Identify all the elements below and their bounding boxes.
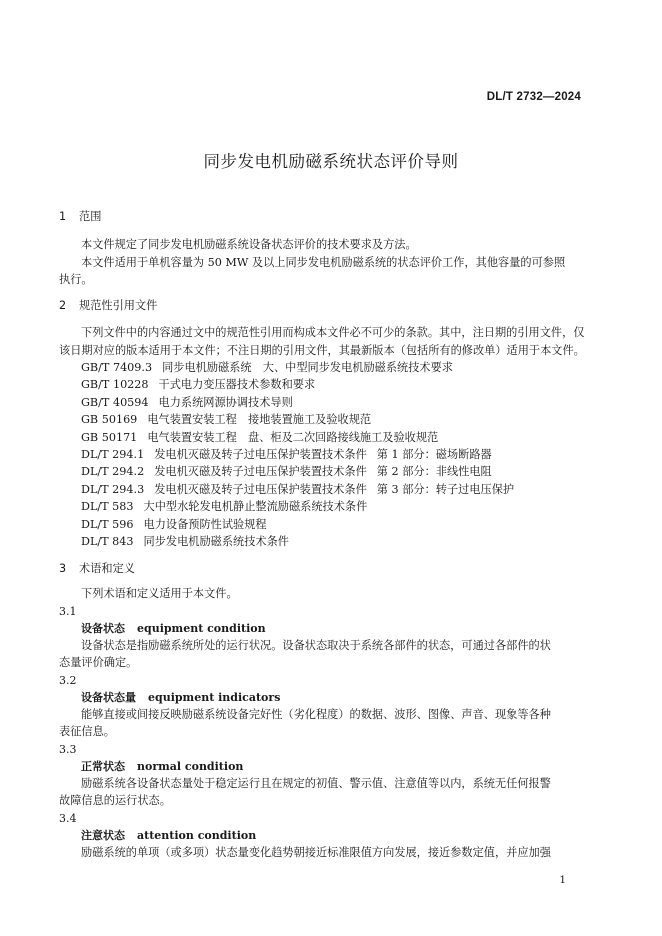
reference-title: 大中型水轮发电机静止整流励磁系统技术条件 [143, 500, 368, 513]
reference-code: DL/T 596 [81, 518, 134, 531]
reference-title: 同步发电机励磁系统技术条件 [143, 535, 289, 548]
term-en: equipment indicators [148, 691, 281, 704]
term-number: 3.4 [59, 812, 77, 825]
section-title: 术语和定义 [79, 562, 135, 575]
reference-item [81, 395, 293, 410]
paragraph-continuation: 该日期对应的版本适用于本文件；不注日期的引用文件，其最新版本（包括所有的修改单）适用于本文件。 [59, 344, 585, 357]
term-number: 3.2 [59, 674, 77, 687]
reference-item [81, 447, 492, 462]
term-en: attention condition [137, 829, 257, 842]
reference-item [81, 412, 371, 427]
reference-item [81, 430, 438, 445]
reference-title: 电力系统网源协调技术导则 [158, 396, 293, 409]
section-number: 2 [59, 299, 67, 312]
reference-item [81, 517, 267, 532]
section-title: 规范性引用文件 [79, 299, 158, 312]
term-definition: 能够直接或间接反映励磁系统设备完好性（劣化程度）的数据、波形、图像、声音、现象等各种 [81, 708, 551, 721]
term-en: normal condition [137, 760, 244, 773]
reference-item [81, 534, 289, 549]
paragraph: 下列术语和定义适用于本文件。 [81, 587, 238, 600]
reference-item [81, 377, 315, 392]
reference-code: GB/T 10228 [81, 378, 149, 391]
paragraph-continuation: 执行。 [59, 273, 93, 286]
paragraph: 本文件适用于单机容量为 50 MW 及以上同步发电机励磁系统的状态评价工作，其他容量的可参照 [81, 256, 566, 269]
term-heading [81, 759, 243, 774]
page-number: 1 [559, 874, 566, 886]
term-heading [81, 828, 256, 843]
term-zh: 设备状态量 [81, 691, 136, 704]
term-zh: 注意状态 [81, 829, 125, 842]
term-definition-continuation: 故障信息的运行状态。 [59, 794, 171, 807]
section-number: 1 [59, 210, 67, 223]
reference-part: 第 2 部分：非线性电阻 [376, 465, 492, 478]
term-number: 3.3 [59, 743, 77, 756]
term-definition-continuation: 表征信息。 [59, 725, 115, 738]
reference-title: 电气装置安装工程 接地装置施工及验收规范 [147, 413, 372, 426]
reference-code: DL/T 294.2 [81, 465, 145, 478]
paragraph: 下列文件中的内容通过文中的规范性引用而构成本文件必不可少的条款。其中，注日期的引用文件，仅 [81, 326, 585, 339]
reference-title: 发电机灭磁及转子过电压保护装置技术条件 [154, 465, 367, 478]
reference-title: 发电机灭磁及转子过电压保护装置技术条件 [154, 448, 367, 461]
reference-code: GB 50169 [81, 413, 138, 426]
term-en: equipment condition [137, 622, 266, 635]
term-definition: 设备状态是指励磁系统所处的运行状况。设备状态取决于系统各部件的状态，可通过各部件的状 [81, 639, 551, 652]
section-1-heading [59, 209, 101, 224]
term-heading [81, 690, 280, 705]
reference-title: 电气装置安装工程 盘、柜及二次回路接线施工及验收规范 [147, 431, 439, 444]
term-number: 3.1 [59, 605, 77, 618]
reference-item [81, 482, 514, 497]
section-number: 3 [59, 562, 67, 575]
reference-title: 干式电力变压器技术参数和要求 [158, 378, 316, 391]
term-zh: 设备状态 [81, 622, 125, 635]
reference-title: 发电机灭磁及转子过电压保护装置技术条件 [154, 483, 367, 496]
reference-code: DL/T 294.1 [81, 448, 145, 461]
term-definition: 励磁系统的单项（或多项）状态量变化趋势朝接近标准限值方向发展，接近参数定值，并应加强 [81, 846, 551, 859]
reference-title: 同步电机励磁系统 大、中型同步发电机励磁系统技术要求 [162, 361, 453, 374]
standard-number: DL/T 2732—2024 [486, 91, 581, 103]
reference-code: DL/T 583 [81, 500, 134, 513]
term-heading [81, 621, 266, 636]
reference-title: 电力设备预防性试验规程 [143, 518, 267, 531]
reference-code: DL/T 843 [81, 535, 134, 548]
reference-code: GB/T 40594 [81, 396, 149, 409]
section-2-heading [59, 298, 157, 313]
section-title: 范围 [79, 210, 102, 223]
reference-item [81, 499, 367, 514]
term-definition: 励磁系统各设备状态量处于稳定运行且在规定的初值、警示值、注意值等以内，系统无任何报警 [81, 777, 551, 790]
reference-item [81, 360, 453, 375]
reference-code: GB 50171 [81, 431, 138, 444]
reference-part: 第 3 部分：转子过电压保护 [376, 483, 515, 496]
reference-code: GB/T 7409.3 [81, 361, 153, 374]
term-definition-continuation: 态量评价确定。 [59, 656, 138, 669]
paragraph: 本文件规定了同步发电机励磁系统设备状态评价的技术要求及方法。 [81, 238, 417, 251]
reference-code: DL/T 294.3 [81, 483, 145, 496]
term-zh: 正常状态 [81, 760, 125, 773]
reference-part: 第 1 部分：磁场断路器 [376, 448, 492, 461]
section-3-heading [59, 561, 135, 576]
reference-item [81, 464, 492, 479]
document-title: 同步发电机励磁系统状态评价导则 [203, 152, 459, 171]
